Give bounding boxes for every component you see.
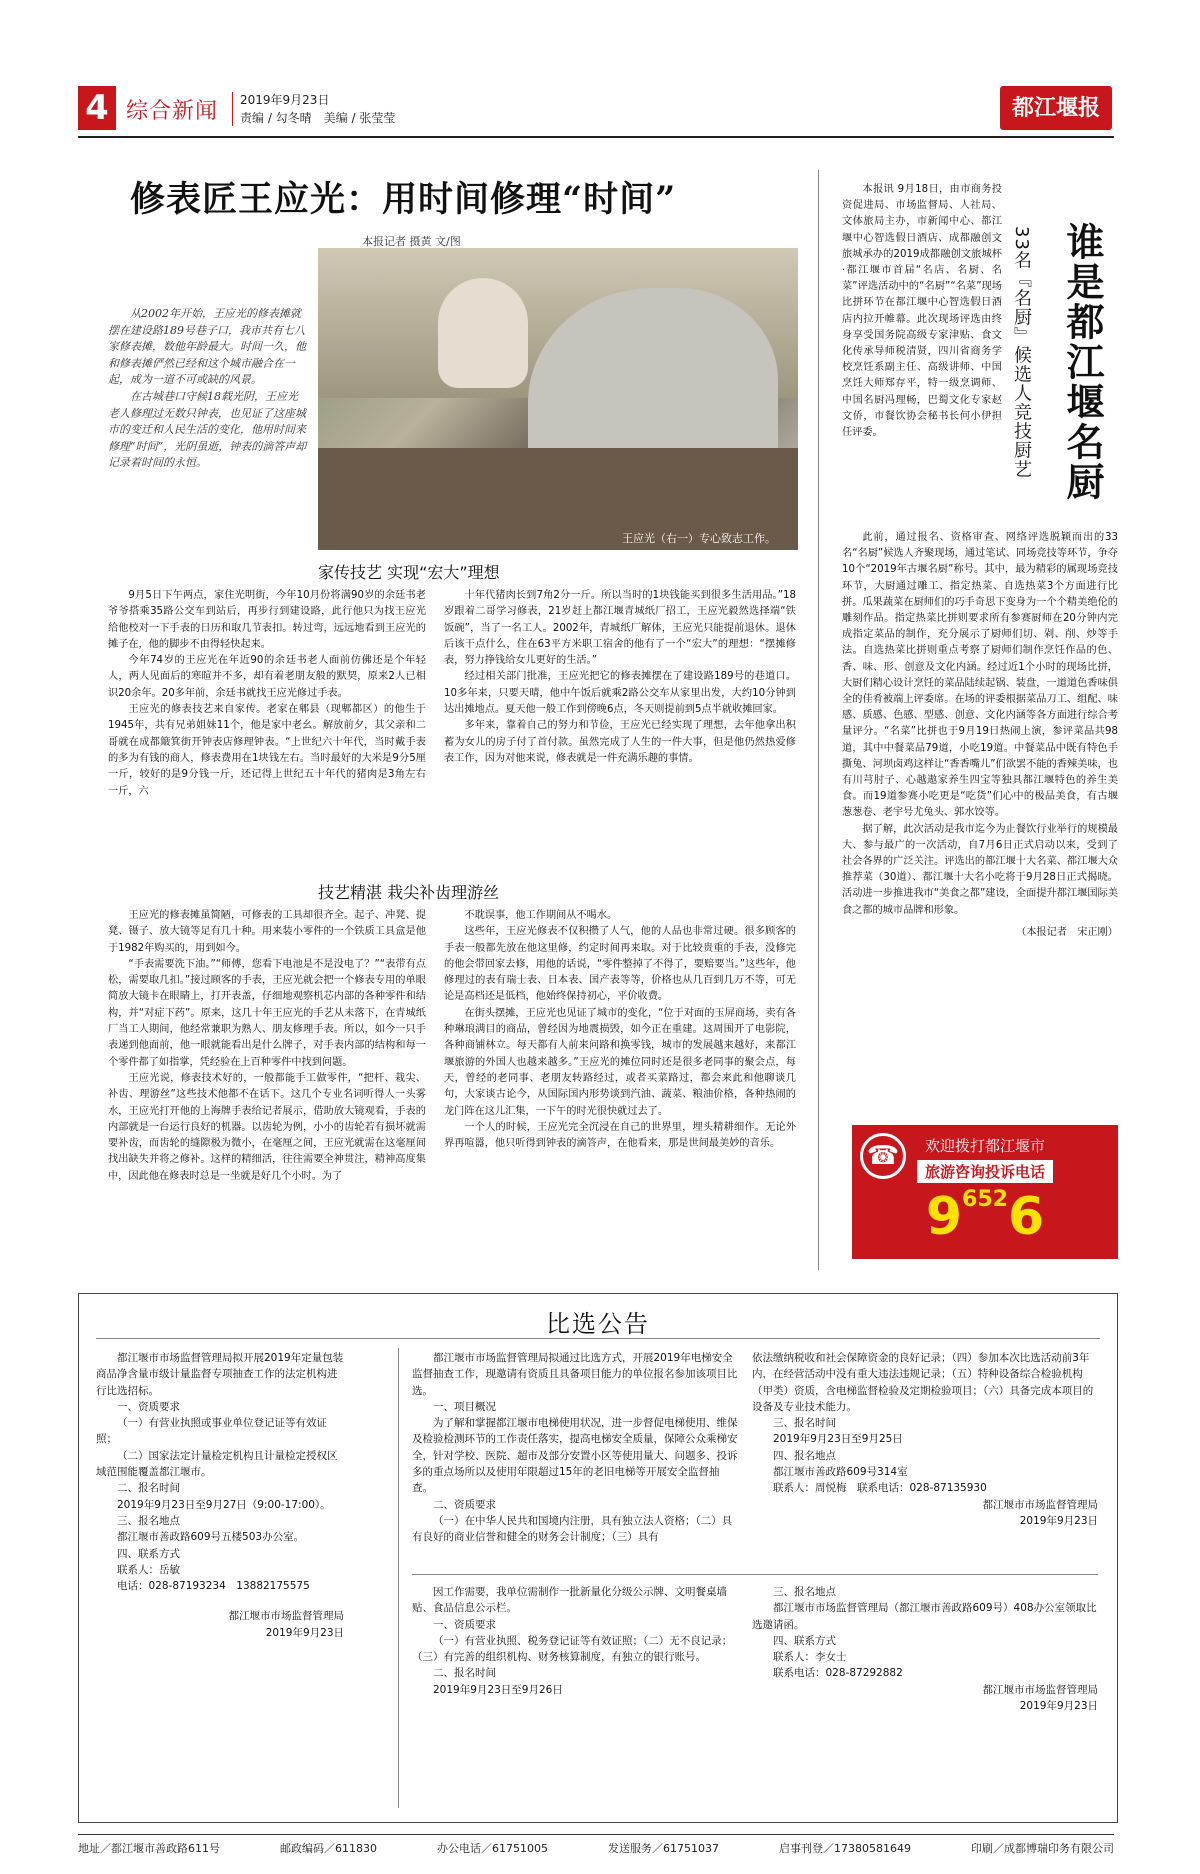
notice-block-e (752, 1584, 1098, 1714)
notice-signature: 都江堰市市场监督管理局 (982, 1683, 1098, 1696)
notice-line: 联系人：周悦梅 联系电话：028-87135930 (773, 1482, 987, 1495)
footer-ads-phone: 启事刊登／17380581649 (779, 1842, 911, 1855)
body-para: 十年代猪肉长到7角2分一斤。所以当时的1块钱能买到很多生活用品。”18岁跟着二哥学习修表，21岁赶上都江堰青城纸厂招工，王应光毅然选择端“铁饭碗”，当了一名工人。2002年，青城纸厂解体，王应光只能提前退休。退休后该干点什么，住在63平方米职工宿舍的他有了一个“宏大”的理想：“摆摊修表，努力挣钱给女儿更好的生活。” (444, 590, 796, 667)
footer-postcode: 邮政编码／611830 (280, 1842, 377, 1855)
article-title: 修表匠王应光：用时间修理“时间” (130, 179, 677, 220)
notice-line: 一、项目概况 (433, 1400, 496, 1413)
body-para: 在街头摆摊，王应光也见证了城市的变化，“位于对面的玉屏商场，卖有各种琳琅满目的商品，曾经因为地震损毁，如今正在重建。这周围开了电影院，各种商铺林立。每天都有人前来问路和换零钱，城市的发展越来越好，来都江堰旅游的外国人也越来越多。”王应光的摊位同时还是很多老同事的聚会点，每天，曾经的老同事、老朋友转路经过，或者买菜路过，都会来此和他聊谈几句，大家谈古论今，从国际国内形势谈到汽油、蔬菜、粮油价格，各种热闹的龙门阵在这儿汇集，一下午的时光很快就过去了。 (444, 1007, 796, 1117)
notice-line: 三、报名地点 (773, 1586, 836, 1598)
notice-line: 一、资质要求 (433, 1618, 496, 1631)
side-subtitle: 33名『名厨』候选人竞技厨艺 (1011, 226, 1032, 479)
notice-date: 2019年9月23日 (1019, 1514, 1098, 1527)
notice-line: 2019年9月23日至9月27日（9:00-17:00）。 (117, 1498, 331, 1511)
hotline-digit: 6 (1007, 1187, 1045, 1247)
issue-date: 2019年9月23日 (240, 93, 330, 107)
notice-line: （一）在中华人民共和国境内注册，具有独立法人资格；（二）具有良好的商业信誉和健全的财务会计制度；（三）具有 (412, 1514, 733, 1544)
body-para: 王应光说，修表技术好的，一般都能手工做零件，“把杆、栽尖、补齿、理游丝”这些技术他都不在话下。这几个专业名词听得人一头雾水，王应光打开他的上海牌手表给记者展示，借助放大镜观看，手表的内部就是一台运行良好的机器。以齿轮为例，小小的齿轮若有损坏就需要补齿，而齿轮的缝隙极为微小，在毫厘之间，王应光就需在这毫厘间找出缺失并将之修补。这样的精细活，往往需要全神贯注，精神高度集中，因此他在修表时总是一坐就是好几个小时。为了 (108, 1072, 426, 1182)
footer (78, 1840, 1114, 1856)
notice-line: 依法缴纳税收和社会保障资金的良好记录；（四）参加本次比选活动前3年内，在经营活动中没有重大违法违规记录；（五）特种设备综合检验机构（甲类）资质，含电梯监督检验及定期检验项目；（六）具备完成本项目的设备及专业技术能力。 (752, 1352, 1094, 1413)
photo-customer (438, 278, 528, 388)
hotline-digit: 652 (962, 1187, 1008, 1212)
article-byline: 本报记者 摄黄 文/图 (362, 235, 461, 248)
header-rule (78, 136, 1114, 138)
notice-line: 四、联系方式 (117, 1547, 180, 1560)
ad-line-1: 欢迎拨打都江堰市 (924, 1137, 1045, 1155)
notice-line: 四、报名地点 (773, 1449, 836, 1462)
footer-office-phone: 办公电话／61751005 (437, 1842, 548, 1855)
side-reporter: （本报记者 宋正刚） (1016, 926, 1118, 938)
newspaper-logo: 都江堰报 (1000, 86, 1112, 130)
notice-block-a (96, 1350, 344, 1641)
footer-rule (78, 1834, 1114, 1835)
notice-line: 二、资质要求 (433, 1498, 496, 1511)
notice-line: 都江堰市市场监督管理局拟开展2019年定量包装商品净含量市级计量监督专项抽查工作的法定机构进行比选招标。 (96, 1352, 344, 1397)
notice-line: （二）国家法定计量检定机构且计量检定授权区域范围能覆盖都江堰市。 (96, 1449, 338, 1479)
body-para: 不耽误事，他工作期间从不喝水。 (464, 910, 618, 921)
footer-address: 地址／都江堰市善政路611号 (78, 1842, 220, 1855)
notice-line: 四、联系方式 (773, 1634, 836, 1647)
body-para: 经过相关部门批准，王应光把它的修表摊摆在了建设路189号的巷道口。10多年来，只要天晴，他中午饭后就乘2路公交车从家里出发，大约10分钟到达出摊地点。夏天他一般工作到傍晚6点，冬天则提前到5点半就收摊回家。 (444, 671, 796, 716)
notice-line: （一）有营业执照、税务登记证等有效证照；（二）无不良记录；（三）有完善的组织机构、财务核算制度，有独立的银行账号。 (412, 1634, 733, 1664)
footer-printer: 印刷／成都博瑞印务有限公司 (970, 1842, 1114, 1855)
notice-rule (96, 1338, 1100, 1339)
notice-date: 2019年9月23日 (1019, 1700, 1098, 1713)
page-number: 4 (78, 86, 116, 130)
notice-line: 联系电话：028-87292882 (773, 1667, 903, 1680)
notice-line: 都江堰市善政路609号五楼503办公室。 (117, 1531, 305, 1544)
notice-line: 二、报名时间 (433, 1667, 496, 1680)
notice-line: （一）有营业执照或事业单位登记证等有效证照； (96, 1417, 327, 1446)
notice-block-c (752, 1350, 1098, 1529)
body-para: “手表需要洗下油。”“师傅，您看下电池是不是没电了？”“表带有点松，需要取几扣。”接过顾客的手表，王应光就会把一个修表专用的单眼简放大镜卡在眼睛上，打开表盖，仔细地观察机芯内部的各种零件和结构，并“对症下药”。原来，这几十年王应光的手艺从未落下，在青城纸厂当工人期间，他经常兼职为熟人、朋友修理手表。所以，如今一只手表递到他面前，他一眼就能看出是什么牌子，对手表内部的结构和每一个零件都了如指掌，凭经验在上百种零件中找到问题。 (108, 958, 426, 1068)
notice-line: 二、报名时间 (117, 1482, 180, 1495)
phone-icon: ☎ (860, 1133, 906, 1179)
article-photo (318, 248, 798, 550)
notice-rule-inner (412, 1574, 1098, 1575)
side-body (842, 530, 1118, 941)
editors: 责编 / 勾冬晴 美编 / 张莹莹 (240, 111, 396, 125)
body-column (108, 588, 426, 800)
footer-delivery-phone: 发送服务／61751037 (608, 1842, 719, 1855)
notice-line: 电话：028-87193234 13882175575 (117, 1580, 310, 1593)
notice-date: 2019年9月23日 (265, 1626, 344, 1639)
body-para: 多年来，靠着自己的努力和节俭，王应光已经实现了理想，去年他拿出积蓄为女儿的房子付了首付款。虽然完成了人生的一件大事，但是他仍然热爱修表工作，因为对他来说，修表就是一件充满乐趣的事情。 (444, 720, 796, 764)
hotline-ad (852, 1125, 1118, 1259)
intro-para: 在古城巷口守候18载光阴，王应光老人修理过无数只钟表，也见证了这座城市的变迁和人民生活的变化，他用时间来修理“时间”，光阴虽逝，钟表的滴答声却记录着时间的永恒。 (108, 389, 307, 470)
notice-line: 为了解和掌握都江堰市电梯使用状况，进一步督促电梯使用、维保及检验检测环节的工作责任落实，提高电梯安全质量，保障公众乘梯安全，针对学校、医院、超市及部分安置小区等使用量大、问题多、投诉多的重点场所以及使用年限超过15年的老旧电梯等开展安全监督抽查。 (412, 1417, 738, 1495)
hotline-digit: 9 (925, 1187, 963, 1247)
notice-line: 一、资质要求 (117, 1400, 180, 1413)
side-title: 谁是都江堰名厨 (1060, 222, 1105, 502)
header-divider (232, 92, 233, 126)
notice-line: 都江堰市善政路609号314室 (773, 1466, 908, 1479)
ad-line-2: 旅游咨询投诉电话 (917, 1160, 1053, 1183)
notice-signature: 都江堰市市场监督管理局 (228, 1610, 344, 1623)
body-para: 9月5日下午两点，家住光明街，今年10月份将满90岁的余廷书老爷爷搭乘35路公交车到站后，再步行到建设路，此行他只为找王应光给他校对一下手表的日历和取几节表扣。转过弯，远远地看到王应光的摊子在，他的脚步不由得轻快起来。 (108, 590, 426, 650)
column-divider (818, 170, 819, 1270)
notice-line: 三、报名时间 (773, 1417, 836, 1430)
notice-line: 三、报名地点 (117, 1514, 180, 1527)
body-para: 王应光的修表摊虽简陋，可修表的工具却很齐全。起子、冲凳、提凳、镊子、放大镜等足有几十种。用来装小零件的一个铁质工具盒是他于1982年购买的，用到如今。 (108, 910, 426, 954)
body-para: 一个人的时候，王应光完全沉浸在自己的世界里，埋头精耕细作。无论外界再喧嚣，他只听得到钟表的滴答声，在他看来，那是世间最美妙的音乐。 (444, 1121, 796, 1150)
notice-block-b (412, 1350, 740, 1546)
body-para: 这些年，王应光修表不仅积攒了人气，他的人品也非常过硬。很多顾客的手表一般都先放在他这里修，约定时间再来取。对于比较贵重的手表，没修完的他会带回家去修，用他的话说，“零件整掉了不得了，要赔要当。”这些年，他修理过的表有瑞士表、日本表、国产表等等，价格也从几百到几万不等，可无论是高档还是低档，他始终保持初心，平价收费。 (444, 926, 796, 1003)
body-para: 王应光的修表技艺来自家传。老家在郫县（现郫都区）的他生于1945年，共有兄弟姐妹11个，他是家中老幺。解放前夕，其父亲和二哥就在成都簸箕街开钟表店修理钟表。“上世纪六十年代，当时戴手表的多为有钱的商人，修表费用在1块钱左右。当时最好的大米是9分5厘一斤，较好的是9分钱一斤，还记得上世纪五十年代的猪肉是3角左右一斤，六 (108, 704, 426, 797)
notice-block-d (412, 1584, 740, 1698)
body-column (444, 588, 796, 767)
notice-line: 2019年9月23日至9月25日 (773, 1433, 903, 1446)
notice-title: 比选公告 (546, 1310, 650, 1338)
body-column (444, 908, 796, 1152)
side-para: 此前，通过报名、资格审查、网络评选脱颖而出的33名“名厨”候选人齐聚现场，通过笔试、同场竞技等环节，争夺10个“2019年古堰名厨”称号。其中，最为精彩的属现场竞技环节，大厨通过雕工、指定热菜、自选热菜3个方面进行比拼。瓜果蔬菜在厨师们的巧手奇思下变身为一个个精美绝伦的雕刻作品。指定热菜比拼则要求所有参赛厨师在20分钟内完成指定菜品的制作，充分展示了厨师们切、剁、削、炒等手法。自选热菜比拼则重点考察了厨师们制作烹饪作品的色、香、味、形、创意及文化内涵。经过近1个小时的现场比拼，大厨们精心设计烹饪的菜品陆续起锅、装盘，一道道色香味俱全的佳肴被端上评委席。在场的评委根据菜品刀工、组配、味感、质感、色感、型感、创意、文化内涵等各方面进行综合考量评分。“名菜”比拼也于9月19日热闹上演，参评菜品共98道，其中中餐菜品79道，小吃19道。中餐菜品中既有特色手撕兔、河坝卤鸡这样让“香香嘴儿”们欲罢不能的香辣美味，也有川芎肘子、心越遨家养生四宝等独具都江堰特色的养生美食。而19道参赛小吃更是“吃货”们心中的极品美食，有古堰葱葱卷、老宇号尤兔头、郭水饺等。 (842, 532, 1118, 819)
intro-para: 从2002年开始，王应光的修表摊就摆在建设路189号巷子口，我市共有七八家修表摊，数他年龄最大。时间一久，他和修表摊俨然已经和这个城市融合在一起，成为一道不可或缺的风景。 (108, 307, 306, 387)
body-column (108, 908, 426, 1185)
notice-line: 联系人：岳敏 (117, 1563, 180, 1576)
body-para: 今年74岁的王应光在年近90的余廷书老人面前仿佛还是个年轻人，两人见面后的寒暄并不多，却有着老朋友般的默契，原来2人已相识20余年。20多年前，余廷书就找王应光修过手表。 (108, 655, 426, 699)
notice-signature: 都江堰市市场监督管理局 (982, 1498, 1098, 1511)
notice-line: 2019年9月23日至9月26日 (433, 1683, 563, 1696)
hotline-number (852, 1187, 1118, 1247)
notice-divider (398, 1348, 399, 1808)
notice-line: 联系人：李女士 (773, 1651, 847, 1664)
side-para: 本报讯 9月18日，由市商务投资促进局、市场监督局、人社局、文体旅局主办，市新闻中心、都江堰中心智选假日酒店、成都融创文旅城承办的2019成都融创文旅城杯·都江堰市首届“名店、名厨、名菜”评选活动中的“名厨”“名菜”现场比拼环节在都江堰中心智选假日酒店内拉开帷幕。此次现场评选由终身享受国务院高级专家津贴、食文化传承导师税清贤，四川省商务学校烹饪系副主任、高级讲师、中国烹饪大师郑存平，特一级烹调师、中国名厨冯理畅，巴蜀文化专家赵文侨，市餐饮协会秘书长何小伊担任评委。 (842, 184, 1002, 439)
notice-line: 都江堰市市场监督管理局拟通过比选方式，开展2019年电梯安全监督抽查工作，现邀请有资质且具备项目能力的单位报名参加该项目比选。 (412, 1352, 738, 1397)
section-name: 综合新闻 (126, 99, 219, 124)
subhead-1: 家传技艺 实现“宏大”理想 (318, 563, 500, 582)
side-para: 据了解，此次活动是我市迄今为止餐饮行业举行的规模最大、参与最广的一次活动，自7月6日正式启动以来，受到了社会各界的广泛关注。评选出的都江堰十大名菜、都江堰大众推荐菜（30道）、都江堰十大名小吃将于9月28日正式揭晓。活动进一步推进我市“美食之都”建设，全面提升都江堰国际美食之都的城市品牌和形象。 (842, 823, 1118, 916)
subhead-2: 技艺精湛 栽尖补齿理游丝 (318, 883, 500, 902)
article-intro (108, 306, 308, 472)
notice-line: 都江堰市市场监督管理局（都江堰市善政路609号）408办公室领取比选邀请函。 (752, 1602, 1097, 1631)
header-meta (240, 91, 395, 127)
notice-line: 因工作需要，我单位需制作一批新量化分级公示牌、文明餐桌墙贴、食品信息公示栏。 (412, 1586, 727, 1615)
side-lead (842, 182, 1002, 441)
photo-caption: 王应光（右一）专心致志工作。 (622, 532, 776, 545)
